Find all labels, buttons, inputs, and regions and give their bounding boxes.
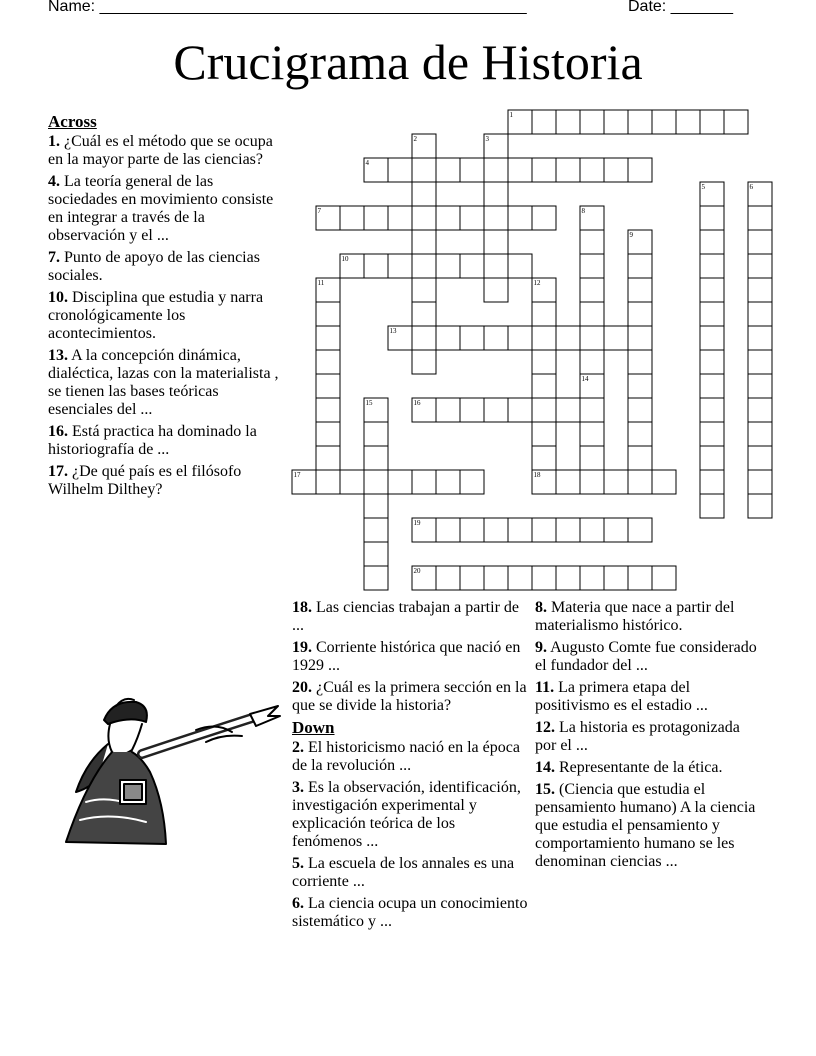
grid-cell[interactable] — [412, 350, 436, 374]
clue-down-14 — [535, 759, 765, 777]
page-title: Crucigrama de Historia — [173, 34, 643, 90]
clue-text: Disciplina que estudia y narra cronológicamente los acontecimientos. — [48, 289, 264, 342]
grid-cell[interactable] — [412, 206, 436, 230]
grid-cell[interactable] — [700, 398, 724, 422]
clue-text: Representante de la ética. — [559, 759, 723, 776]
clue-number: 17. — [48, 463, 68, 480]
grid-cell[interactable] — [508, 206, 532, 230]
clue-across-7 — [48, 249, 284, 285]
grid-cell[interactable] — [484, 326, 508, 350]
grid-cell[interactable] — [508, 566, 532, 590]
grid-cell[interactable] — [628, 158, 652, 182]
grid-cell[interactable] — [364, 398, 388, 422]
cell-number: 10 — [341, 255, 349, 263]
grid-cell[interactable] — [700, 494, 724, 518]
grid-cell[interactable] — [580, 326, 604, 350]
grid-cell[interactable] — [508, 398, 532, 422]
grid-cell[interactable] — [628, 350, 652, 374]
clue-text: La ciencia ocupa un conocimiento sistemático y ... — [292, 895, 528, 930]
grid-cell[interactable] — [484, 206, 508, 230]
cell-number: 18 — [533, 471, 541, 479]
clue-text: (Ciencia que estudia el pensamiento humano) A la ciencia que estudia el pensamiento y comportamiento humano se les denominan ciencias ... — [535, 781, 756, 870]
grid-cell[interactable] — [556, 158, 580, 182]
grid-cell[interactable] — [580, 518, 604, 542]
grid-cell[interactable] — [652, 566, 676, 590]
clue-number: 18. — [292, 599, 312, 616]
grid-cell[interactable] — [748, 326, 772, 350]
cell-number: 3 — [485, 135, 489, 143]
name-field[interactable]: Name: ________________________________________________ — [48, 0, 527, 15]
grid-cell[interactable] — [628, 302, 652, 326]
grid-cell[interactable] — [580, 230, 604, 254]
grid-cell[interactable] — [556, 518, 580, 542]
grid-cell[interactable] — [652, 110, 676, 134]
cell-number: 1 — [509, 111, 513, 119]
cell-number: 8 — [581, 207, 585, 215]
grid-cell[interactable] — [580, 254, 604, 278]
cell-number: 9 — [629, 231, 633, 239]
grid-cell[interactable] — [412, 518, 436, 542]
grid-cell[interactable] — [724, 110, 748, 134]
grid-cell[interactable] — [316, 470, 340, 494]
clue-number: 7. — [48, 249, 60, 266]
grid-cell[interactable] — [364, 494, 388, 518]
grid-cell[interactable] — [700, 422, 724, 446]
grid-cell[interactable] — [316, 278, 340, 302]
clue-number: 5. — [292, 855, 304, 872]
clue-across-1 — [48, 133, 284, 169]
grid-cell[interactable] — [748, 446, 772, 470]
grid-cell[interactable] — [412, 230, 436, 254]
clue-down-3 — [292, 779, 528, 851]
grid-cell[interactable] — [484, 278, 508, 302]
grid-cell[interactable] — [628, 278, 652, 302]
grid-cell[interactable] — [460, 470, 484, 494]
clue-across-20 — [292, 679, 528, 715]
grid-cell[interactable] — [628, 566, 652, 590]
clue-text: La historia es protagonizada por el ... — [535, 719, 740, 754]
clue-text: ¿De qué país es el filósofo Wilhelm Dilthey? — [48, 463, 242, 498]
grid-cell[interactable] — [436, 518, 460, 542]
grid-cell[interactable] — [412, 134, 436, 158]
grid-cell[interactable] — [436, 566, 460, 590]
grid-cell[interactable] — [580, 398, 604, 422]
clue-number: 11. — [535, 679, 555, 696]
grid-cell[interactable] — [316, 302, 340, 326]
grid-cell[interactable] — [436, 326, 460, 350]
grid-cell[interactable] — [748, 422, 772, 446]
grid-cell[interactable] — [700, 374, 724, 398]
grid-cell[interactable] — [364, 542, 388, 566]
cell-number: 16 — [413, 399, 421, 407]
grid-cell[interactable] — [484, 518, 508, 542]
grid-cell[interactable] — [556, 470, 580, 494]
grid-cell[interactable] — [316, 422, 340, 446]
clue-number: 2. — [292, 739, 304, 756]
grid-cell[interactable] — [748, 302, 772, 326]
grid-cell[interactable] — [532, 278, 556, 302]
clue-text: La primera etapa del positivismo es el estadio ... — [535, 679, 708, 714]
grid-cell[interactable] — [460, 158, 484, 182]
clue-across-13 — [48, 347, 284, 419]
grid-cell[interactable] — [460, 254, 484, 278]
clue-text: Corriente histórica que nació en 1929 ... — [292, 639, 521, 674]
grid-cell[interactable] — [604, 158, 628, 182]
cell-number: 7 — [317, 207, 321, 215]
clue-across-16 — [48, 423, 284, 459]
grid-cell[interactable] — [580, 566, 604, 590]
grid-cell[interactable] — [580, 470, 604, 494]
grid-cell[interactable] — [364, 422, 388, 446]
clue-across-4 — [48, 173, 284, 245]
grid-cell[interactable] — [700, 302, 724, 326]
grid-cell[interactable] — [580, 350, 604, 374]
grid-cell[interactable] — [484, 398, 508, 422]
grid-cell[interactable] — [436, 398, 460, 422]
clue-number: 10. — [48, 289, 68, 306]
clue-across-10 — [48, 289, 284, 343]
grid-cell[interactable] — [748, 494, 772, 518]
grid-cell[interactable] — [532, 374, 556, 398]
grid-cell[interactable] — [700, 110, 724, 134]
grid-cell[interactable] — [700, 470, 724, 494]
down-heading: Down — [292, 718, 335, 737]
grid-cell[interactable] — [508, 158, 532, 182]
clue-down-15 — [535, 781, 765, 871]
grid-cell[interactable] — [748, 278, 772, 302]
clue-number: 3. — [292, 779, 304, 796]
clue-number: 19. — [292, 639, 312, 656]
grid-cell[interactable] — [436, 158, 460, 182]
grid-cell[interactable] — [412, 278, 436, 302]
grid-cell[interactable] — [604, 518, 628, 542]
grid-cell[interactable] — [580, 374, 604, 398]
grid-cell[interactable] — [580, 278, 604, 302]
grid-cell[interactable] — [364, 158, 388, 182]
grid-cell[interactable] — [484, 566, 508, 590]
clue-number: 13. — [48, 347, 68, 364]
grid-cell[interactable] — [628, 470, 652, 494]
grid-cell[interactable] — [316, 446, 340, 470]
grid-cell[interactable] — [580, 206, 604, 230]
grid-cell[interactable] — [388, 206, 412, 230]
pointing-figure-illustration — [46, 692, 286, 854]
grid-cell[interactable] — [628, 110, 652, 134]
right-clues-column — [535, 599, 765, 875]
cell-number: 15 — [365, 399, 373, 407]
cell-number: 17 — [293, 471, 301, 479]
grid-cell[interactable] — [388, 158, 412, 182]
clue-text: Materia que nace a partir del materialismo histórico. — [535, 599, 735, 634]
grid-cell[interactable] — [316, 398, 340, 422]
clue-across-17 — [48, 463, 284, 499]
grid-cell[interactable] — [580, 302, 604, 326]
grid-cell[interactable] — [436, 206, 460, 230]
grid-cell[interactable] — [532, 326, 556, 350]
grid-cell[interactable] — [364, 470, 388, 494]
clue-text: La teoría general de las sociedades en movimiento consiste en integrar a través de la observación y el ... — [48, 173, 274, 244]
date-field[interactable]: Date: _______ — [628, 0, 733, 15]
grid-cell[interactable] — [436, 470, 460, 494]
grid-cell[interactable] — [628, 446, 652, 470]
grid-cell[interactable] — [412, 182, 436, 206]
grid-cell[interactable] — [580, 446, 604, 470]
grid-cell[interactable] — [748, 470, 772, 494]
clue-across-18 — [292, 599, 528, 635]
cell-number: 20 — [413, 567, 421, 575]
grid-cell[interactable] — [316, 350, 340, 374]
grid-cell[interactable] — [460, 518, 484, 542]
grid-cell[interactable] — [340, 470, 364, 494]
clue-text: Punto de apoyo de las ciencias sociales. — [48, 249, 260, 284]
grid-cell[interactable] — [460, 206, 484, 230]
grid-cell[interactable] — [700, 446, 724, 470]
grid-cell[interactable] — [460, 398, 484, 422]
grid-cell[interactable] — [748, 350, 772, 374]
grid-cell[interactable] — [508, 518, 532, 542]
grid-cell[interactable] — [556, 566, 580, 590]
grid-cell[interactable] — [652, 470, 676, 494]
cell-number: 11 — [317, 279, 325, 287]
clue-across-19 — [292, 639, 528, 675]
grid-cell[interactable] — [748, 374, 772, 398]
cell-number: 6 — [749, 183, 753, 191]
clue-text: Está practica ha dominado la historiografía de ... — [48, 423, 257, 458]
grid-cell[interactable] — [700, 230, 724, 254]
grid-cell[interactable] — [436, 254, 460, 278]
clue-number: 16. — [48, 423, 68, 440]
grid-cell[interactable] — [700, 182, 724, 206]
across-heading: Across — [48, 112, 97, 131]
middle-clues-column — [292, 599, 528, 935]
grid-cell[interactable] — [532, 158, 556, 182]
grid-cell[interactable] — [580, 422, 604, 446]
grid-cell[interactable] — [532, 350, 556, 374]
clue-number: 14. — [535, 759, 555, 776]
grid-cell[interactable] — [532, 398, 556, 422]
grid-cell[interactable] — [412, 326, 436, 350]
clue-down-9 — [535, 639, 765, 675]
cell-number: 5 — [701, 183, 705, 191]
clue-text: Es la observación, identificación, investigación experimental y explicación teórica de los fenómenos ... — [292, 779, 521, 850]
grid-cell[interactable] — [748, 230, 772, 254]
grid-cell[interactable] — [700, 350, 724, 374]
clue-number: 6. — [292, 895, 304, 912]
grid-cell[interactable] — [556, 398, 580, 422]
grid-cell[interactable] — [412, 398, 436, 422]
across-clues-column — [48, 113, 284, 503]
grid-cell[interactable] — [580, 110, 604, 134]
cell-number: 19 — [413, 519, 421, 527]
grid-cell[interactable] — [388, 470, 412, 494]
cell-number: 12 — [533, 279, 541, 287]
grid-cell[interactable] — [532, 470, 556, 494]
grid-cell[interactable] — [532, 518, 556, 542]
grid-cell[interactable] — [700, 278, 724, 302]
grid-cell[interactable] — [316, 326, 340, 350]
grid-cell[interactable] — [556, 326, 580, 350]
grid-cell[interactable] — [700, 326, 724, 350]
grid-cell[interactable] — [508, 254, 532, 278]
grid-cell[interactable] — [484, 254, 508, 278]
grid-cell[interactable] — [628, 398, 652, 422]
grid-cell[interactable] — [580, 158, 604, 182]
grid-cell[interactable] — [484, 134, 508, 158]
grid-cell[interactable] — [604, 470, 628, 494]
grid-cell[interactable] — [556, 110, 580, 134]
grid-cell[interactable] — [532, 422, 556, 446]
grid-cell[interactable] — [316, 206, 340, 230]
grid-cell[interactable] — [340, 254, 364, 278]
grid-cell[interactable] — [604, 566, 628, 590]
grid-cell[interactable] — [484, 182, 508, 206]
grid-cell[interactable] — [484, 158, 508, 182]
grid-cell[interactable] — [340, 206, 364, 230]
grid-cell[interactable] — [292, 470, 316, 494]
grid-cell[interactable] — [748, 398, 772, 422]
grid-cell[interactable] — [532, 302, 556, 326]
grid-cell[interactable] — [700, 254, 724, 278]
grid-cell[interactable] — [628, 374, 652, 398]
clue-text: ¿Cuál es el método que se ocupa en la mayor parte de las ciencias? — [48, 133, 273, 168]
grid-cell[interactable] — [628, 326, 652, 350]
cell-number: 2 — [413, 135, 417, 143]
cell-number: 13 — [389, 327, 397, 335]
clue-number: 8. — [535, 599, 547, 616]
grid-cell[interactable] — [532, 206, 556, 230]
clue-text: ¿Cuál es la primera sección en la que se divide la historia? — [292, 679, 527, 714]
grid-cell[interactable] — [364, 254, 388, 278]
clue-down-6 — [292, 895, 528, 931]
grid-cell[interactable] — [364, 446, 388, 470]
cell-number: 4 — [365, 159, 369, 167]
grid-cell[interactable] — [364, 566, 388, 590]
grid-cell[interactable] — [532, 566, 556, 590]
clue-number: 1. — [48, 133, 60, 150]
clue-down-11 — [535, 679, 765, 715]
grid-cell[interactable] — [604, 110, 628, 134]
cell-number: 14 — [581, 375, 589, 383]
grid-cell[interactable] — [364, 206, 388, 230]
grid-cell[interactable] — [748, 182, 772, 206]
clue-text: Augusto Comte fue considerado el fundador del ... — [535, 639, 757, 674]
clue-down-8 — [535, 599, 765, 635]
clue-number: 4. — [48, 173, 60, 190]
grid-cell[interactable] — [748, 206, 772, 230]
clue-number: 20. — [292, 679, 312, 696]
grid-cell[interactable] — [532, 446, 556, 470]
clue-down-5 — [292, 855, 528, 891]
clue-text: La escuela de los annales es una corriente ... — [292, 855, 515, 890]
grid-cell[interactable] — [628, 254, 652, 278]
grid-cell[interactable] — [412, 254, 436, 278]
grid-cell[interactable] — [508, 110, 532, 134]
grid-cell[interactable] — [460, 326, 484, 350]
grid-cell[interactable] — [484, 230, 508, 254]
grid-cell[interactable] — [604, 326, 628, 350]
grid-cell[interactable] — [628, 422, 652, 446]
grid-cell[interactable] — [676, 110, 700, 134]
grid-cell[interactable] — [412, 158, 436, 182]
grid-cell[interactable] — [460, 566, 484, 590]
grid-cell[interactable] — [388, 254, 412, 278]
grid-cell[interactable] — [628, 230, 652, 254]
grid-cell[interactable] — [508, 326, 532, 350]
clue-down-12 — [535, 719, 765, 755]
clue-number: 9. — [535, 639, 547, 656]
grid-cell[interactable] — [700, 206, 724, 230]
clue-text: Las ciencias trabajan a partir de ... — [292, 599, 519, 634]
grid-cell[interactable] — [412, 566, 436, 590]
clue-number: 12. — [535, 719, 555, 736]
grid-cell[interactable] — [316, 374, 340, 398]
clue-text: A la concepción dinámica, dialéctica, lazas con la materialista , se tienen las bases teóricas esenciales del ... — [48, 347, 279, 418]
grid-cell[interactable] — [748, 254, 772, 278]
grid-cell[interactable] — [628, 518, 652, 542]
grid-cell[interactable] — [412, 470, 436, 494]
grid-cell[interactable] — [532, 110, 556, 134]
grid-cell[interactable] — [412, 302, 436, 326]
clue-text: El historicismo nació en la época de la revolución ... — [292, 739, 520, 774]
grid-cell[interactable] — [364, 518, 388, 542]
clue-number: 15. — [535, 781, 555, 798]
grid-cell[interactable] — [388, 326, 412, 350]
clue-down-2 — [292, 739, 528, 775]
